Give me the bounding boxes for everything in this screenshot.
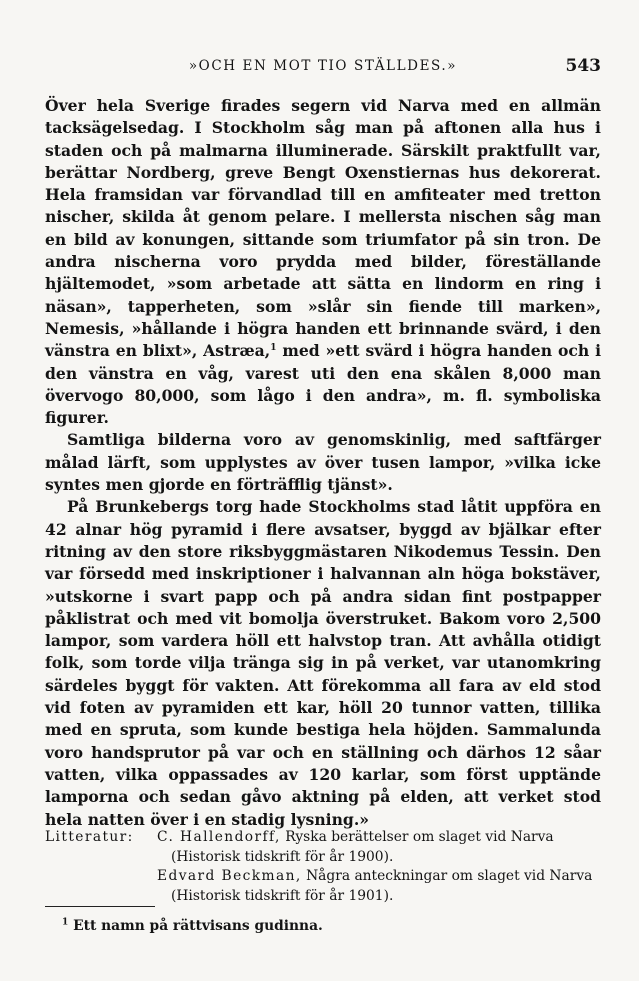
footnote — [62, 918, 323, 934]
body-text — [45, 95, 601, 831]
literature-entries — [157, 828, 601, 906]
literature-section — [45, 828, 601, 906]
literature-entry — [157, 828, 601, 867]
footnote-text: Ett namn på rättvisans gudinna. — [73, 918, 323, 934]
running-title: »OCH EN MOT TIO STÄLLDES.» — [188, 58, 458, 74]
paragraph-1-text-continued: med »ett svärd i högra handen och i den vänstra en våg, varest uti den ena skålen 8,000 man övervogo 80,000, som lågo i den andra», m. fl. symboliska figurer. — [45, 341, 601, 428]
literature-label: Litteratur: — [45, 829, 134, 845]
literature-title: Några anteckningar om slaget vid Narva (Historisk tidskrift för år 1901). — [171, 868, 593, 904]
paragraph-2: Samtliga bilderna voro av genomskinlig, med saftfärger målad lärft, som upplystes av över tusen lampor, »vilka icke syntes men gjorde en förträfflig tjänst». — [45, 430, 601, 495]
footnote-divider — [45, 906, 155, 907]
paragraph-1-text: Över hela Sverige firades segern vid Narva med en allmän tacksägelsedag. I Stockholm såg man på aftonen alla hus i staden och på malmarna illuminerade. Särskilt praktfullt var, berättar Nordberg, greve Bengt Oxenstiernas hus dekorerat. Hela framsidan var förvandlad till en amfiteater med tretton nischer, skilda åt genom pelare. I mellersta nischen såg man en bild av konungen, sittande som triumfator på sin tron. De andra nischerna voro prydda med bilder, föreställande hjältemodet, »som arbetade att sätta en lindorm en ring i näsan», tapperheten, som »slår sin fiende till marken», Nemesis, »hållande i högra handen ett brinnande svärd, i den vänstra en blixt», Astræa, — [45, 96, 601, 361]
literature-entry — [157, 867, 601, 906]
literature-author: C. Hallendorff, — [157, 829, 281, 845]
literature-author: Edvard Beckman, — [157, 868, 302, 884]
page-header — [45, 58, 601, 82]
paragraph-3: På Brunkebergs torg hade Stockholms stad låtit uppföra en 42 alnar hög pyramid i flere avsatser, byggd av bjälkar efter ritning av den store riksbyggmästaren Nikodemus Tessin. Den var försedd med inskriptioner i halvannan aln höga bokstäver, »utskorne i svart papp och på andra sidan fint postpapper påklistrat och med vit bomolja överstruket. Bakom voro 2,500 lampor, som vardera höll ett halvstop tran. Att avhålla otidigt folk, som torde vilja tränga sig in på verket, var utanomkring särdeles byggt för vakten. Att förekomma all fara av eld stod vid foten av pyramiden ett kar, höll 20 tunnor vatten, tillika med en spruta, som kunde bestiga hela höjden. Sammalunda voro handsprutor på var och en ställning och därhos 12 såar vatten, vilka oppassades av 120 karlar, som först upptände lamporna och sedan gåvo aktning på elden, att verket stod hela natten över i en stadig lysning.» — [45, 497, 601, 829]
literature-title: Ryska berättelser om slaget vid Narva (Historisk tidskrift för år 1900). — [171, 829, 554, 865]
page-number: 543 — [565, 56, 601, 76]
footnote-mark: 1 — [62, 917, 69, 928]
paragraph-1 — [45, 95, 601, 429]
footnote-reference: 1 — [270, 343, 277, 354]
